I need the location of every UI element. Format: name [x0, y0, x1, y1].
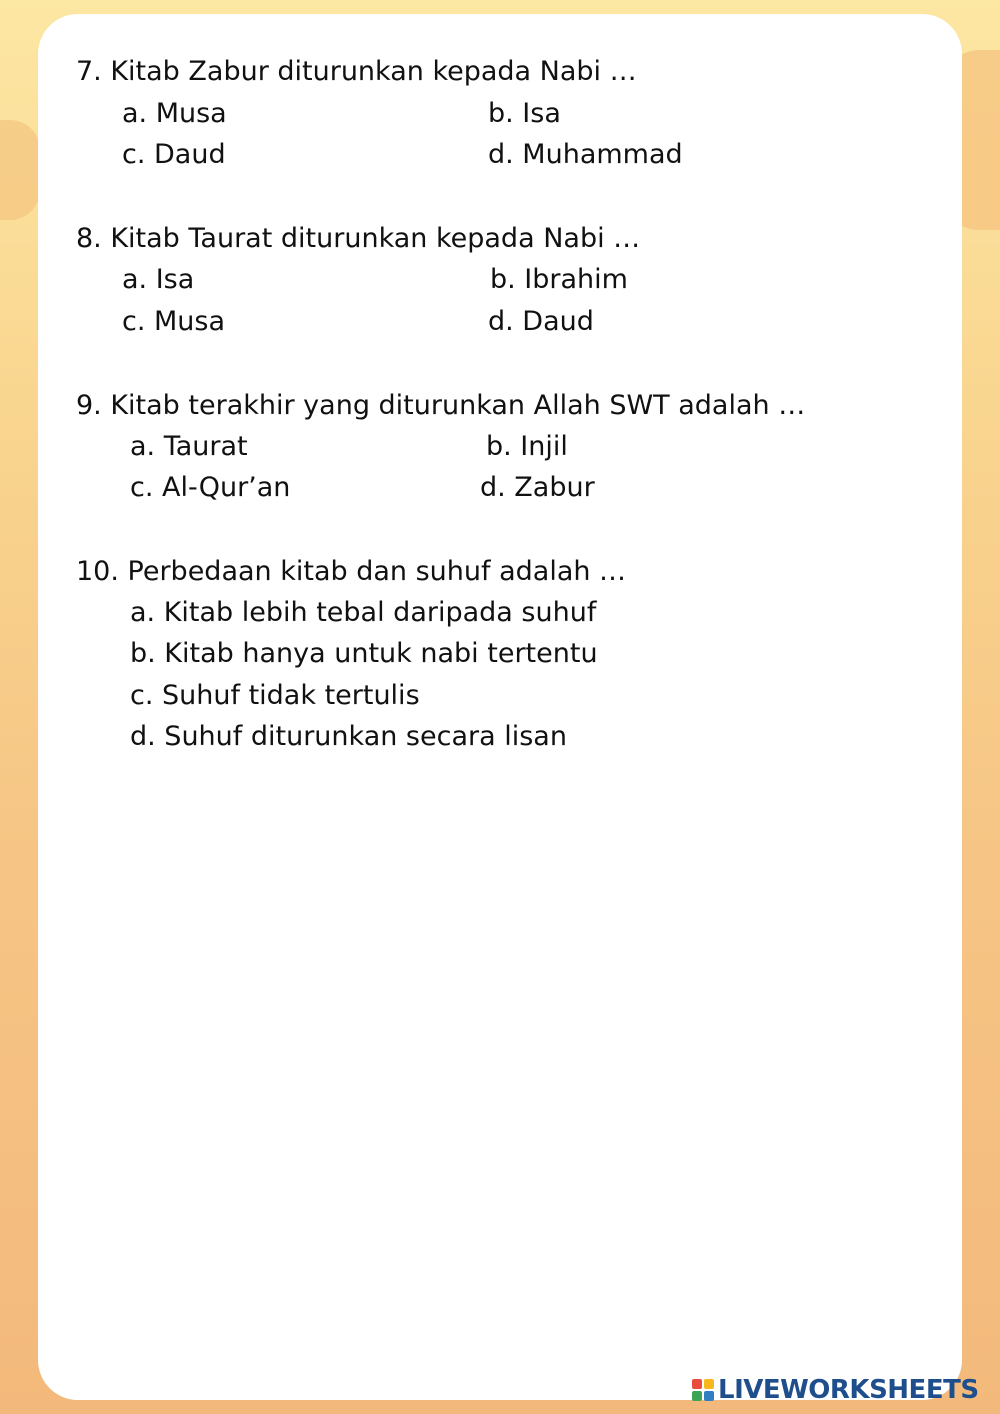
question-7-option-a[interactable]: a. Musa	[122, 98, 227, 129]
logo-square-blue	[704, 1391, 714, 1401]
logo-square-yellow	[704, 1379, 714, 1389]
question-10-option-b[interactable]: b. Kitab hanya untuk nabi tertentu	[130, 638, 598, 669]
question-10-stem: 10. Perbedaan kitab dan suhuf adalah …	[76, 556, 627, 587]
question-9-option-b[interactable]: b. Injil	[486, 431, 568, 462]
question-7-stem: 7. Kitab Zabur diturunkan kepada Nabi …	[76, 56, 637, 87]
question-8-stem: 8. Kitab Taurat diturunkan kepada Nabi …	[76, 223, 641, 254]
question-10-option-c[interactable]: c. Suhuf tidak tertulis	[130, 680, 420, 711]
question-9-option-d[interactable]: d. Zabur	[480, 472, 595, 503]
liveworksheets-logo-icon	[692, 1379, 714, 1401]
logo-square-red	[692, 1379, 702, 1389]
question-7-option-b[interactable]: b. Isa	[488, 98, 561, 129]
liveworksheets-logo[interactable]	[692, 1376, 979, 1404]
background-wave-left	[0, 120, 40, 220]
question-8-option-c[interactable]: c. Musa	[122, 306, 226, 337]
question-8-option-b[interactable]: b. Ibrahim	[490, 264, 628, 295]
logo-square-green	[692, 1391, 702, 1401]
liveworksheets-logo-text: LIVEWORKSHEETS	[718, 1375, 979, 1405]
question-9-stem: 9. Kitab terakhir yang diturunkan Allah SWT adalah …	[76, 390, 806, 421]
question-9-option-a[interactable]: a. Taurat	[130, 431, 248, 462]
question-10-option-d[interactable]: d. Suhuf diturunkan secara lisan	[130, 721, 567, 752]
question-10-option-a[interactable]: a. Kitab lebih tebal daripada suhuf	[130, 597, 597, 628]
question-9-option-c[interactable]: c. Al-Qur’an	[130, 472, 291, 503]
question-7-option-d[interactable]: d. Muhammad	[488, 139, 683, 170]
question-7-option-c[interactable]: c. Daud	[122, 139, 226, 170]
question-8-option-d[interactable]: d. Daud	[488, 306, 594, 337]
question-8-option-a[interactable]: a. Isa	[122, 264, 195, 295]
